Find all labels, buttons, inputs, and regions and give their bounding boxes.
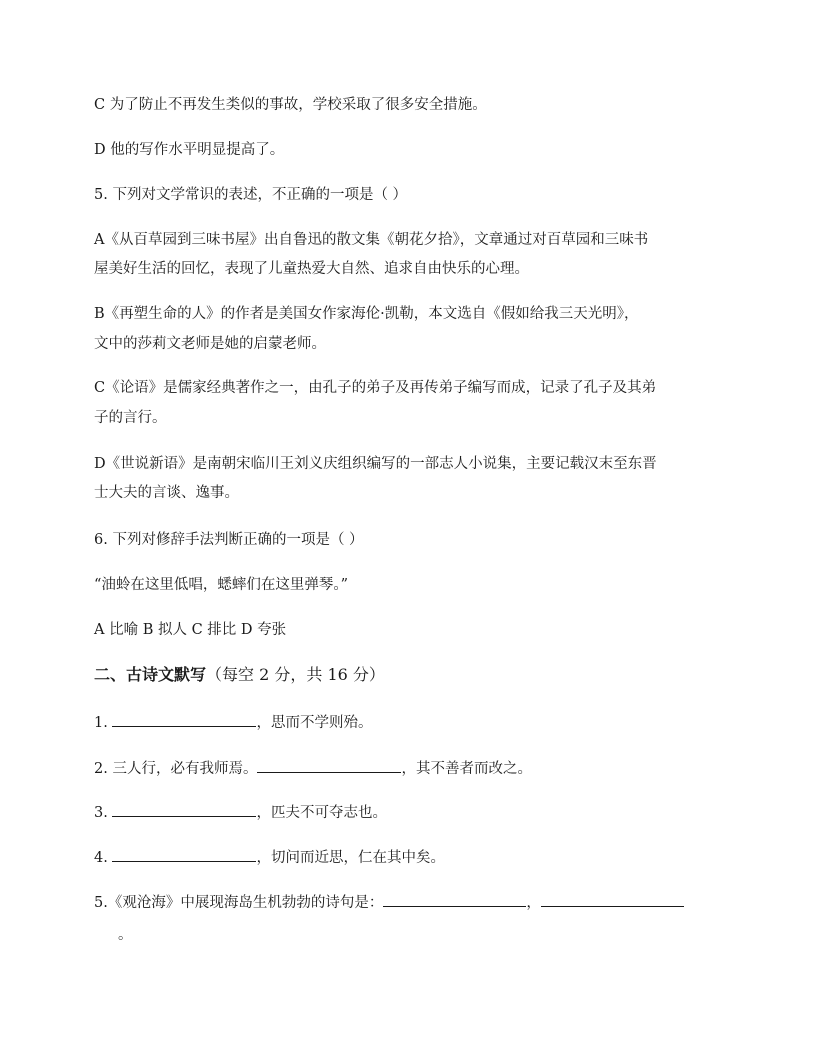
recite-q4 bbox=[94, 847, 734, 868]
section2-heading bbox=[94, 664, 734, 686]
q4-option-c: C 为了防止不再发生类似的事故，学校采取了很多安全措施。 bbox=[94, 97, 487, 113]
recite-q5 bbox=[94, 892, 734, 913]
recite-q4-text: ，切问而近思，仁在其中矣。 bbox=[256, 850, 445, 866]
q4-option-d: D 他的写作水平明显提高了。 bbox=[94, 142, 285, 158]
recite-q4-number: 4. bbox=[94, 850, 108, 866]
recite-q1-text: ，思而不学则殆。 bbox=[256, 715, 373, 731]
recite-q1-number: 1. bbox=[94, 715, 108, 731]
q5-option-c-line1: C《论语》是儒家经典著作之一，由孔子的弟子及再传弟子编写而成，记录了孔子及其弟 bbox=[94, 380, 657, 396]
q5-stem: 5. 下列对文学常识的表述，不正确的一项是（ ） bbox=[94, 187, 408, 203]
q5-option-c-line2: 子的言行。 bbox=[94, 410, 167, 426]
q5-option-b-line2: 文中的莎莉文老师是她的启蒙老师。 bbox=[94, 336, 326, 352]
recite-q1 bbox=[94, 712, 734, 733]
q5-option-d-line2: 士大夫的言谈、逸事。 bbox=[94, 485, 239, 501]
recite-q2-blank[interactable] bbox=[257, 758, 401, 773]
recite-q2-text-before: 2. 三人行，必有我师焉。 bbox=[94, 761, 258, 777]
q6-quote: “油蛉在这里低唱，蟋蟀们在这里弹琴。” bbox=[94, 577, 349, 593]
q5-option-b-line1: B《再塑生命的人》的作者是美国女作家海伦·凯勒，本文选自《假如给我三天光明》， bbox=[94, 306, 639, 322]
recite-q5-blank-1[interactable] bbox=[383, 892, 526, 907]
section2-title: 二、古诗文默写 bbox=[94, 665, 207, 684]
recite-q2 bbox=[94, 758, 734, 779]
q5-option-a-line2: 屋美好生活的回忆，表现了儿童热爱大自然、追求自由快乐的心理。 bbox=[94, 261, 529, 277]
recite-q5-blank-2[interactable] bbox=[541, 892, 684, 907]
q6-options: A 比喻 B 拟人 C 排比 D 夸张 bbox=[94, 622, 287, 638]
recite-q5-comma: ， bbox=[526, 895, 541, 911]
recite-q5-end-mark: 。 bbox=[118, 927, 133, 943]
recite-q3 bbox=[94, 802, 734, 823]
q5-option-d-line1: D《世说新语》是南朝宋临川王刘义庆组织编写的一部志人小说集，主要记载汉末至东晋 bbox=[94, 456, 657, 472]
recite-q3-blank[interactable] bbox=[112, 802, 256, 817]
recite-q4-blank[interactable] bbox=[112, 847, 256, 862]
recite-q3-number: 3. bbox=[94, 805, 108, 821]
recite-q5-text-before: 5.《观沧海》中展现海岛生机勃勃的诗句是： bbox=[94, 895, 384, 911]
recite-q2-text-after: ，其不善者而改之。 bbox=[401, 761, 532, 777]
section2-score-note: （每空 2 分，共 16 分） bbox=[206, 665, 385, 684]
recite-q3-text: ，匹夫不可夺志也。 bbox=[256, 805, 387, 821]
q5-option-a-line1: A《从百草园到三味书屋》出自鲁迅的散文集《朝花夕拾》，文章通过对百草园和三味书 bbox=[94, 232, 649, 248]
recite-q1-blank[interactable] bbox=[112, 712, 256, 727]
q6-stem: 6. 下列对修辞手法判断正确的一项是（ ） bbox=[94, 532, 364, 548]
